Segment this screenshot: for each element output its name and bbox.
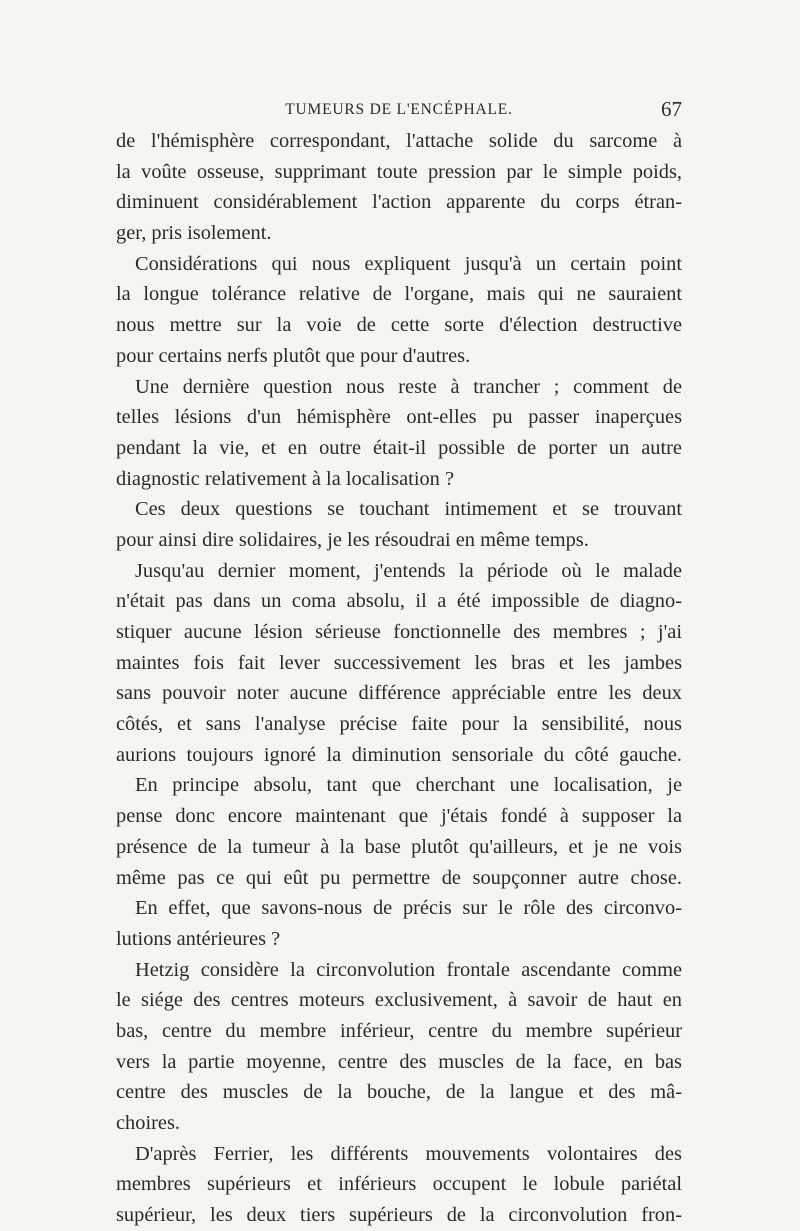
text-line: pour ainsi dire solidaires, je les résoudrai en même temps. bbox=[116, 528, 589, 551]
text-line: En effet, que savons-nous de précis sur le rôle des circonvo- bbox=[135, 897, 682, 920]
text-line: diagnostic relativement à la localisation ? bbox=[116, 467, 455, 490]
running-head bbox=[116, 97, 682, 123]
text-line: telles lésions d'un hémisphère ont-elles pu passer inaperçues bbox=[116, 406, 682, 429]
text-line: Jusqu'au dernier moment, j'entends la période où le malade bbox=[135, 559, 682, 582]
text-line: centre des muscles de la bouche, de la langue et des mâ- bbox=[116, 1081, 682, 1104]
text-line: D'après Ferrier, les différents mouvements volontaires des bbox=[135, 1142, 682, 1165]
text-line: membres supérieurs et inférieurs occupent le lobule pariétal bbox=[116, 1173, 682, 1196]
text-line: aurions toujours ignoré la diminution sensoriale du côté gauche. bbox=[116, 743, 682, 766]
body-text bbox=[116, 126, 682, 1231]
text-line: sans pouvoir noter aucune différence appréciable entre les deux bbox=[116, 682, 682, 705]
text-line: pour certains nerfs plutôt que pour d'autres. bbox=[116, 344, 471, 367]
text-line: supérieur, les deux tiers supérieurs de la circonvolution fron- bbox=[116, 1204, 682, 1227]
page-number: 67 bbox=[661, 97, 682, 121]
text-line: pense donc encore maintenant que j'étais fondé à supposer la bbox=[116, 805, 682, 828]
text-line: Considérations qui nous expliquent jusqu'à un certain point bbox=[135, 252, 682, 275]
text-line: diminuent considérablement l'action apparente du corps étran- bbox=[116, 191, 682, 214]
text-line: bas, centre du membre inférieur, centre du membre supérieur bbox=[116, 1019, 682, 1042]
text-line: choires. bbox=[116, 1112, 180, 1134]
text-line: lutions antérieures ? bbox=[116, 927, 281, 950]
text-line: côtés, et sans l'analyse précise faite pour la sensibilité, nous bbox=[116, 713, 682, 736]
text-line: la voûte osseuse, supprimant toute pression par le simple poids, bbox=[116, 160, 682, 183]
text-line: n'était pas dans un coma absolu, il a été impossible de diagno- bbox=[116, 590, 682, 613]
text-line: ger, pris isolement. bbox=[116, 222, 272, 245]
text-line: Ces deux questions se touchant intimement et se trouvant bbox=[135, 498, 682, 521]
text-line: vers la partie moyenne, centre des muscles de la face, en bas bbox=[116, 1050, 682, 1073]
text-line: nous mettre sur la voie de cette sorte d'élection destructive bbox=[116, 314, 682, 337]
text-line: même pas ce qui eût pu permettre de soupçonner autre chose. bbox=[116, 866, 682, 889]
running-title: TUMEURS DE L'ENCÉPHALE. bbox=[285, 101, 513, 118]
text-line: Hetzig considère la circonvolution frontale ascendante comme bbox=[135, 958, 682, 981]
text-line: le siége des centres moteurs exclusivement, à savoir de haut en bbox=[116, 989, 682, 1012]
text-line: la longue tolérance relative de l'organe, mais qui ne sauraient bbox=[116, 283, 682, 306]
text-line: pendant la vie, et en outre était-il possible de porter un autre bbox=[116, 436, 682, 459]
text-line: stiquer aucune lésion sérieuse fonctionnelle des membres ; j'ai bbox=[116, 621, 682, 643]
text-line: présence de la tumeur à la base plutôt qu'ailleurs, et je ne vois bbox=[116, 835, 682, 858]
text-line: de l'hémisphère correspondant, l'attache solide du sarcome à bbox=[116, 130, 682, 152]
text-line: En principe absolu, tant que cherchant une localisation, je bbox=[135, 774, 682, 797]
text-line: Une dernière question nous reste à trancher ; comment de bbox=[135, 375, 682, 398]
text-line: maintes fois fait lever successivement les bras et les jambes bbox=[116, 651, 682, 674]
